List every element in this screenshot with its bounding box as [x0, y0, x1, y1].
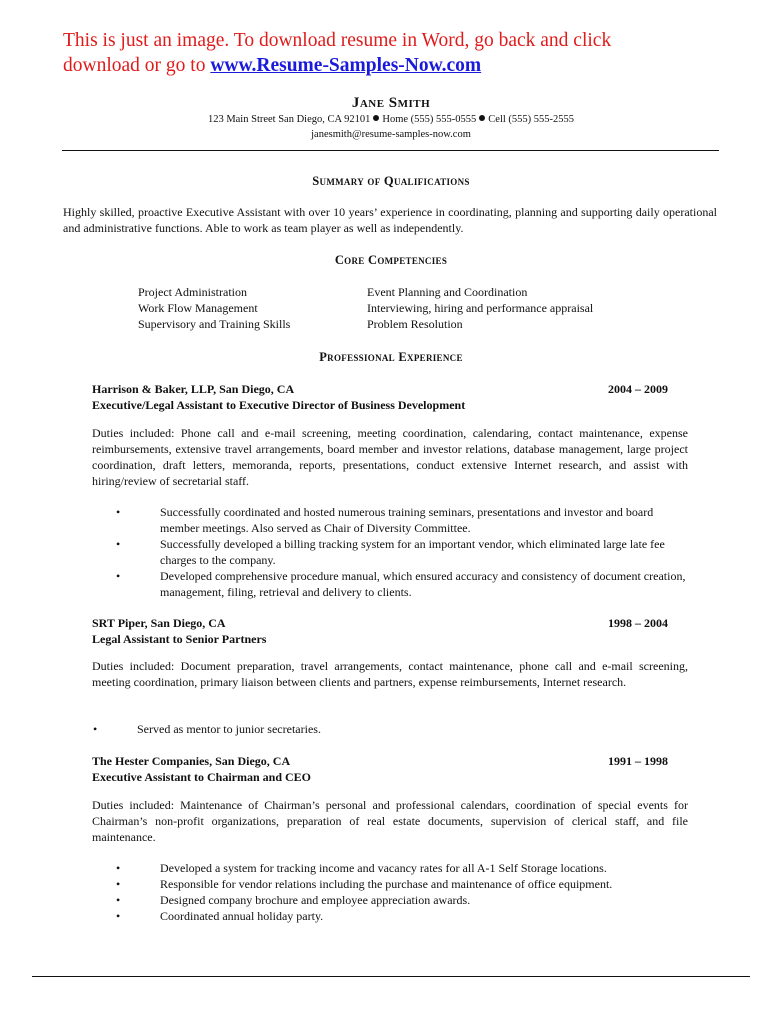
- summary-text: Highly skilled, proactive Executive Assistant with over 10 years’ experience in coordinating, planning and supporting daily operational and administrative functions. Able to work as team player as well as independently.: [63, 205, 717, 235]
- address: 123 Main Street San Diego, CA 92101: [207, 114, 371, 125]
- list-item: [116, 504, 688, 536]
- candidate-name: Jane Smith: [351, 95, 431, 111]
- job-bullets: [93, 721, 677, 737]
- competency-item: Work Flow Management: [138, 301, 258, 315]
- job-company: Harrison & Baker, LLP, San Diego, CA: [92, 382, 295, 396]
- summary-title: Summary of Qualifications: [312, 174, 470, 188]
- list-item: [116, 908, 688, 924]
- list-item: [116, 536, 688, 568]
- banner-line-2: [63, 53, 611, 78]
- experience-title: Professional Experience: [319, 350, 463, 364]
- bullet-icon: •: [116, 537, 121, 551]
- bullet-icon: •: [116, 861, 121, 875]
- bullet-icon: •: [116, 569, 121, 583]
- competency-item: Event Planning and Coordination: [367, 285, 528, 299]
- competency-item: Interviewing, hiring and performance appraisal: [367, 301, 594, 315]
- footer-divider: [32, 976, 750, 977]
- competency-item: Problem Resolution: [367, 317, 463, 331]
- competency-item: Supervisory and Training Skills: [138, 317, 291, 331]
- email: janesmith@resume-samples-now.com: [311, 129, 471, 140]
- job-bullets: [116, 504, 688, 600]
- cell-phone: Cell (555) 555-2555: [488, 114, 575, 125]
- job-dates: 1991 – 1998: [608, 754, 668, 768]
- list-item: [116, 876, 688, 892]
- job-header: [92, 753, 682, 785]
- job-header: [92, 381, 682, 413]
- bullet-text: Designed company brochure and employee appreciation awards.: [160, 893, 471, 907]
- list-item: [116, 892, 688, 908]
- home-phone: Home (555) 555-0555: [382, 114, 477, 125]
- bullet-text: Successfully coordinated and hosted numerous training seminars, presentations and investor and board member meetings. Also served as Chair of Diversity Committee.: [160, 505, 654, 535]
- job-company: The Hester Companies, San Diego, CA: [92, 754, 291, 768]
- bullet-text: Coordinated annual holiday party.: [160, 909, 324, 923]
- job-header: [92, 615, 682, 647]
- competencies-right-column: [367, 284, 593, 332]
- job-role: Legal Assistant to Senior Partners: [92, 632, 267, 646]
- bullet-icon: •: [116, 909, 121, 923]
- job-dates: 1998 – 2004: [608, 616, 668, 630]
- list-item: [93, 721, 677, 737]
- list-item: [116, 568, 688, 600]
- contact-line: [0, 112, 782, 127]
- job-company: SRT Piper, San Diego, CA: [92, 616, 226, 630]
- competencies-title: Core Competencies: [334, 253, 448, 267]
- bullet-icon: •: [116, 893, 121, 907]
- job-duties: Duties included: Maintenance of Chairman’s personal and professional calendars, coordination of special events for Chairman’s non-profit organizations, preparation of real estate documents, supervision of clerical staff, and file maintenance.: [92, 798, 688, 844]
- bullet-text: Responsible for vendor relations including the purchase and maintenance of office equipment.: [160, 877, 613, 891]
- separator-dot-icon: [479, 115, 485, 121]
- bullet-text: Served as mentor to junior secretaries.: [137, 722, 321, 736]
- competency-item: Project Administration: [138, 285, 247, 299]
- separator-dot-icon: [373, 115, 379, 121]
- job-duties: Duties included: Phone call and e-mail screening, meeting coordination, calendaring, contact maintenance, expense reimbursements, extensive travel arrangements, board member and investor relations, database management, large project coordination, draft letters, memoranda, reports, presentations, conduct extensive Internet research, and assist with hiring/review of secretarial staff.: [92, 426, 688, 488]
- bullet-icon: •: [116, 505, 121, 519]
- bullet-text: Developed a system for tracking income and vacancy rates for all A-1 Self Storage locations.: [160, 861, 607, 875]
- bullet-text: Developed comprehensive procedure manual, which ensured accuracy and consistency of document creation, management, filing, retrieval and delivery to clients.: [160, 569, 686, 599]
- header-divider: [62, 150, 719, 151]
- download-banner: [63, 28, 611, 78]
- bullet-icon: •: [116, 877, 121, 891]
- banner-line-1: This is just an image. To download resume in Word, go back and click: [63, 30, 612, 51]
- job-bullets: [116, 860, 688, 924]
- banner-line-2-prefix: download or go to: [63, 55, 211, 76]
- resume-header: [0, 94, 782, 142]
- resume-samples-link[interactable]: www.Resume-Samples-Now.com: [210, 55, 482, 76]
- bullet-text: Successfully developed a billing tracking system for an important vendor, which eliminated large late fee charges to the company.: [160, 537, 665, 567]
- job-duties: Duties included: Document preparation, travel arrangements, contact maintenance, phone call and e-mail screening, meeting coordination, primary liaison between clients and partners, expense reimbursements, Internet research.: [92, 659, 688, 689]
- competencies-left-column: [138, 284, 290, 332]
- job-dates: 2004 – 2009: [608, 382, 668, 396]
- job-role: Executive Assistant to Chairman and CEO: [92, 770, 312, 784]
- list-item: [116, 860, 688, 876]
- bullet-icon: •: [93, 722, 98, 736]
- job-role: Executive/Legal Assistant to Executive Director of Business Development: [92, 398, 466, 412]
